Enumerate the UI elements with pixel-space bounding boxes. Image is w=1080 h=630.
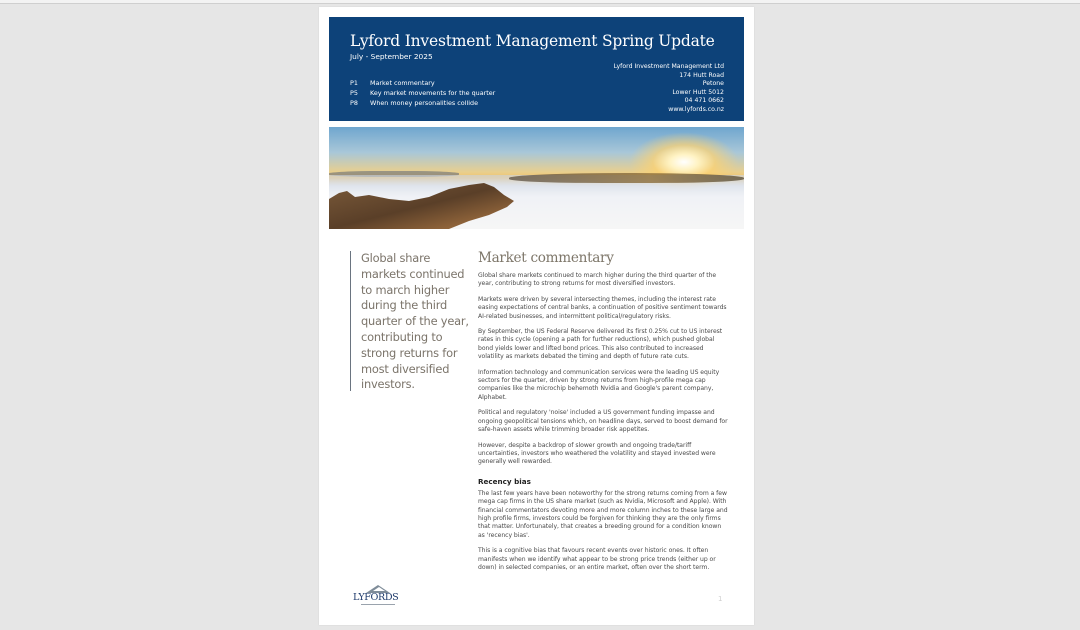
toc-item: [350, 78, 495, 88]
toc-item: [350, 88, 495, 98]
toc-label: When money personalities collide: [370, 99, 478, 107]
hero-image: [329, 127, 744, 229]
phone-number: 04 471 0662: [684, 97, 724, 105]
article-paragraph: Information technology and communication services were the leading US equity sectors for the quarter, driven by strong returns from high-profile mega cap companies like the microchip behemoth Nvidia and Google's parent company, Alphabet.: [478, 368, 720, 401]
logo-tagline: [361, 604, 395, 605]
toc-page: P8: [350, 99, 358, 107]
toc-page: P5: [350, 89, 358, 97]
document-page: [319, 7, 754, 625]
article-body: [478, 250, 728, 579]
address-city: Lower Hutt 5012: [672, 88, 724, 96]
mountain-ridge: [329, 177, 529, 229]
address-street: 174 Hutt Road: [679, 71, 724, 79]
article-paragraph: However, despite a backdrop of slower growth and ongoing trade/tariff uncertainties, investors who weathered the volatility and stayed invested were generally well rewarded.: [478, 441, 716, 466]
toc-label: Key market movements for the quarter: [370, 89, 496, 97]
address-suburb: Petone: [702, 80, 724, 88]
table-of-contents: [350, 78, 495, 108]
logo-mountain-snow-icon: [373, 587, 385, 591]
newsletter-header: [329, 17, 744, 121]
pull-quote: Global share markets continued to march higher during the third quarter of the year, contributing to strong returns for most diversified investors.: [350, 251, 473, 391]
article-paragraph: By September, the US Federal Reserve delivered its first 0.25% cut to US interest rates in this cycle (opening a path for further reductions), which pushed global bond yields lower and lifted bond prices. This also contributed to increased volatility as markets debated the timing and depth of future rate cuts.: [478, 328, 723, 361]
article-paragraph: Markets were driven by several intersecting themes, including the interest rate easing expectations of central banks, a continuation of positive sentiment towards AI-related businesses, and intermittent political/regulatory risks.: [478, 295, 727, 320]
toc-item: [350, 98, 495, 108]
website: www.lyfords.co.nz: [668, 105, 724, 113]
logo-wordmark: LYFORDS: [353, 592, 399, 603]
section-subheading: Recency bias: [478, 476, 531, 486]
toc-label: Market commentary: [370, 79, 435, 87]
viewer-top-border: [0, 0, 1080, 4]
article-paragraph: Political and regulatory 'noise' included a US government funding impasse and ongoing geopolitical tensions which, on headline days, served to boost demand for safe-haven assets while trimming broader risk appetites.: [478, 409, 728, 434]
newsletter-title: Lyford Investment Management Spring Update: [350, 32, 715, 50]
article-heading: Market commentary: [478, 250, 614, 266]
distant-ridge: [509, 173, 744, 183]
lyfords-logo: [353, 585, 403, 609]
article-paragraph: Global share markets continued to march higher during the third quarter of the year, contributing to strong returns for most diversified investors.: [478, 272, 717, 288]
article-paragraph: This is a cognitive bias that favours recent events over historic ones. It often manifests when we identify what appear to be strong price trends (either up or down) in selected companies, or an entire market, often over the short term.: [478, 547, 716, 571]
page-number: 1: [718, 595, 723, 603]
company-name: Lyford Investment Management Ltd: [613, 63, 724, 70]
company-address: [614, 63, 724, 115]
toc-page: P1: [350, 79, 358, 87]
article-paragraph: The last few years have been noteworthy for the strong returns coming from a few mega cap firms in the US share market (such as Nvidia, Microsoft and Apple). With financial commentators devoting more and more column inches to these large and high profile firms, investors could be forgiven for thinking they are the only firms that matter. Unfortunately, that creates a breeding ground for a condition known as 'recency bias'.: [478, 489, 728, 539]
date-range: July - September 2025: [350, 52, 433, 61]
